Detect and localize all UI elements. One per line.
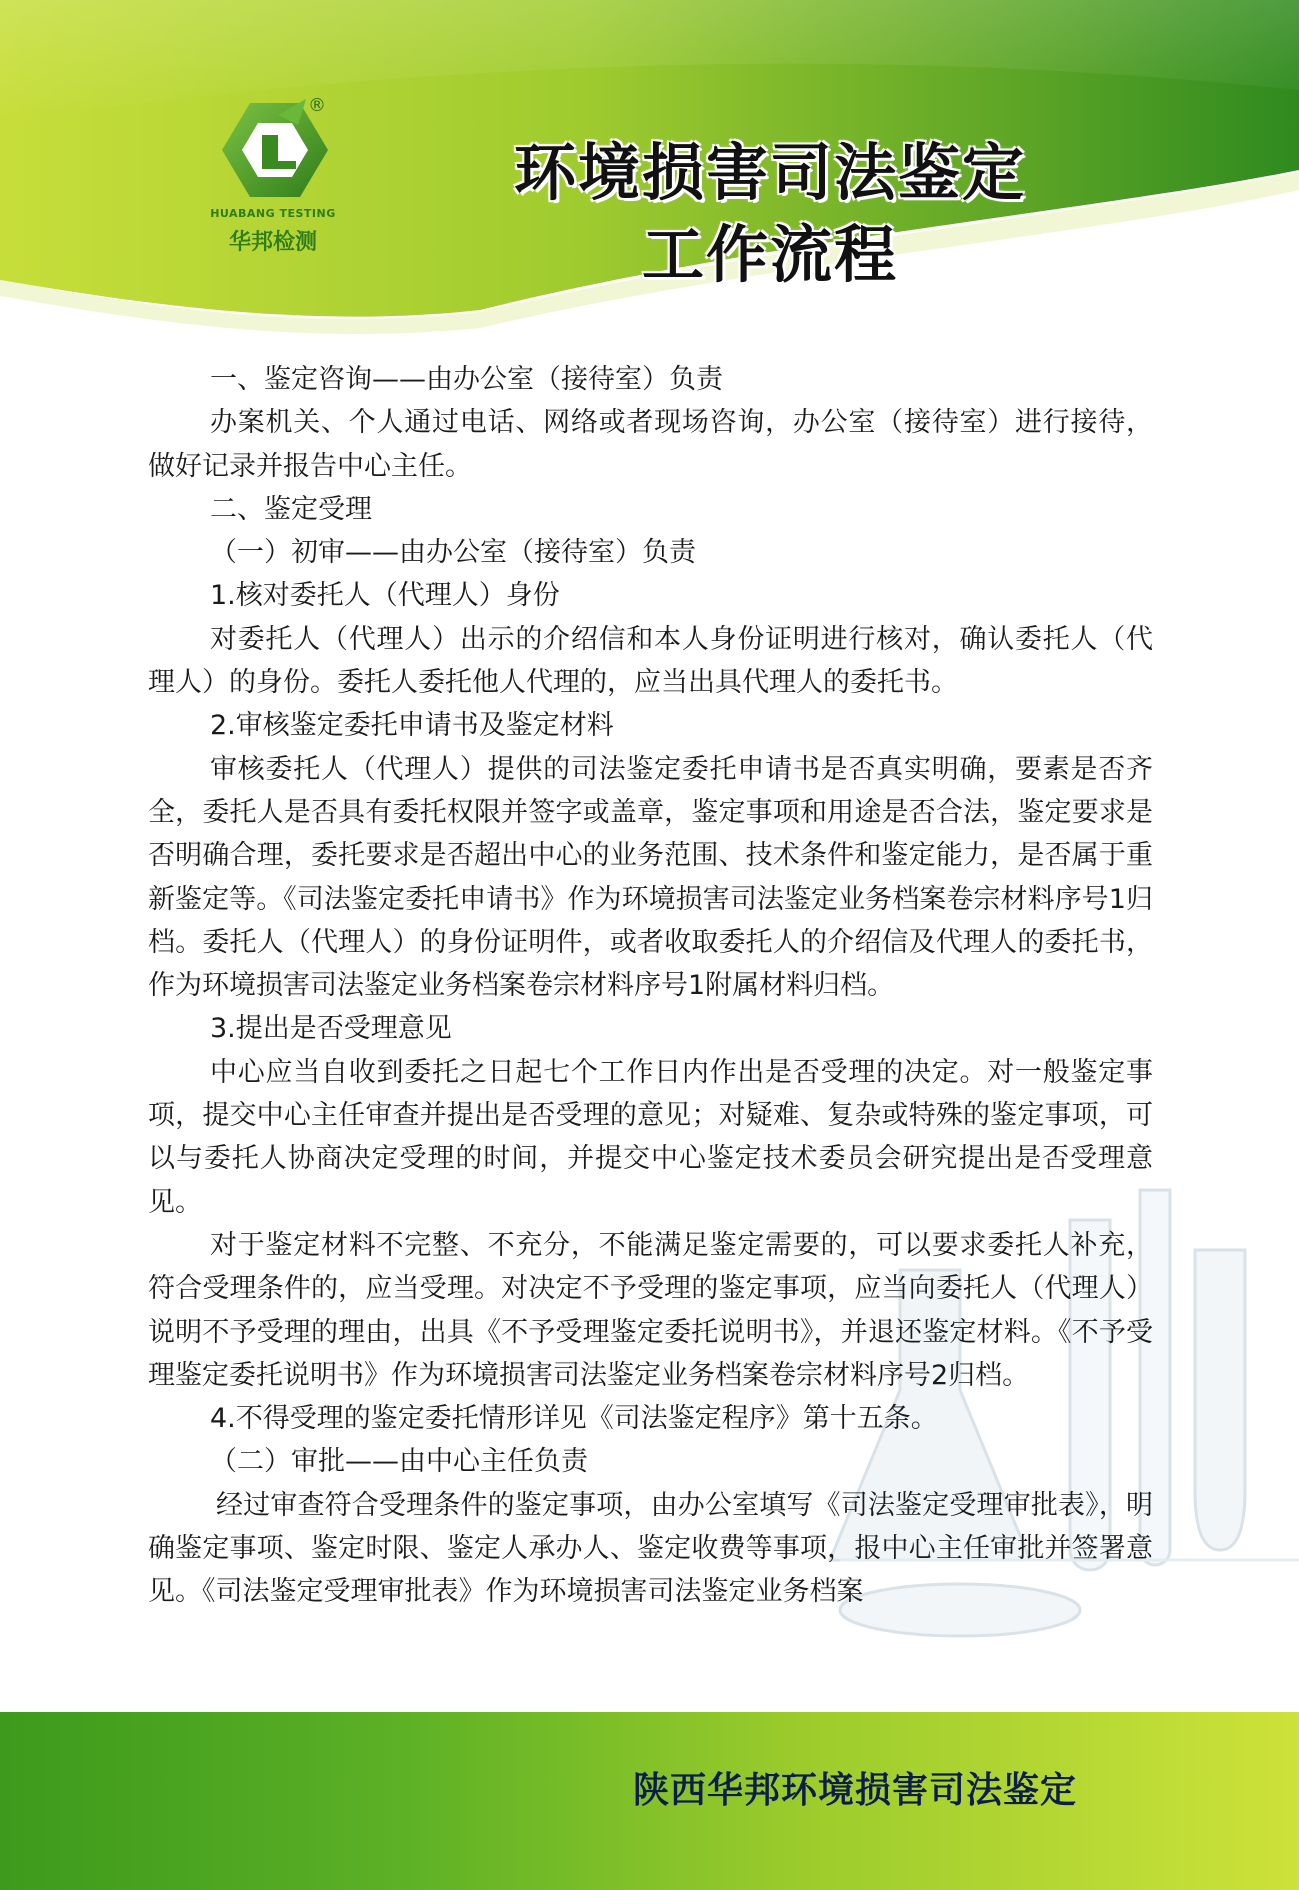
registered-mark: ® [308,95,326,116]
paragraph-incomplete-materials: 对于鉴定材料不完整、不充分，不能满足鉴定需要的，可以要求委托人补充，符合受理条件的，应当受理。对决定不予受理的鉴定事项，应当向委托人（代理人）说明不予受理的理由，出具《不予受理鉴定委托说明书》，并退还鉴定材料。《不予受理鉴定委托说明书》作为环境损害司法鉴定业务档案卷宗材料序号2归档。 [148,1229,1153,1391]
footer-band [0,1712,1299,1890]
footer-organization-name: 陕西华邦环境损害司法鉴定 [632,1770,1077,1811]
paragraph-approval: 经过审查符合受理条件的鉴定事项，由办公室填写《司法鉴定受理审批表》，明确鉴定事项、鉴定时限、鉴定人承办人、鉴定收费等事项，报中心主任审批并签署意见。《司法鉴定受理审批表》作为环境损害司法鉴定业务档案 [148,1489,1153,1608]
paragraph-consultation: 办案机关、个人通过电话、网络或者现场咨询，办公室（接待室）进行接待，做好记录并报告中心主任。 [148,407,1153,482]
title-line-1: 环境损害司法鉴定 [513,136,1026,209]
item-heading-verify-identity: 1.核对委托人（代理人）身份 [210,580,560,612]
section-heading-acceptance: 二、鉴定受理 [210,493,372,525]
section-heading-consultation: 一、鉴定咨询——由办公室（接待室）负责 [210,364,723,395]
subsection-heading-approval: （二）审批——由中心主任负责 [210,1446,588,1478]
item-heading-acceptance-opinion: 3.提出是否受理意见 [210,1013,452,1045]
paragraph-review-application: 审核委托人（代理人）提供的司法鉴定委托申请书是否真实明确，要素是否齐全，委托人是否具有委托权限并签字或盖章，鉴定事项和用途是否合法，鉴定要求是否明确合理，委托要求是否超出中心的业务范围、技术条件和鉴定能力，是否属于重新鉴定等。《司法鉴定委托申请书》作为环境损害司法鉴定业务档案卷宗材料序号1归档。委托人（代理人）的身份证明件，或者收取委托人的介绍信及代理人的委托书，作为环境损害司法鉴定业务档案卷宗材料序号1附属材料归档。 [148,753,1153,1002]
company-logo [200,95,350,270]
document-body [148,358,1153,1614]
paragraph-acceptance-opinion: 中心应当自收到委托之日起七个工作日内作出是否受理的决定。对一般鉴定事项，提交中心主任审查并提出是否受理的意见；对疑难、复杂或特殊的鉴定事项，可以与委托人协商决定受理的时间，并提交中心鉴定技术委员会研究提出是否受理意见。 [148,1056,1153,1218]
subsection-heading-preliminary-review: （一）初审——由办公室（接待室）负责 [210,537,696,569]
paragraph-verify-identity: 对委托人（代理人）出示的介绍信和本人身份证明进行核对，确认委托人（代理人）的身份。委托人委托他人代理的，应当出具代理人的委托书。 [148,623,1153,699]
item-heading-review-application: 2.审核鉴定委托申请书及鉴定材料 [210,710,614,742]
page-title [440,132,1100,296]
logo-english-name: HUABANG TESTING [210,207,336,220]
title-line-2: 工作流程 [641,218,898,291]
item-heading-not-accepted: 4.不得受理的鉴定委托情形详见《司法鉴定程序》第十五条。 [210,1403,938,1435]
logo-chinese-name: 华邦检测 [228,230,317,255]
